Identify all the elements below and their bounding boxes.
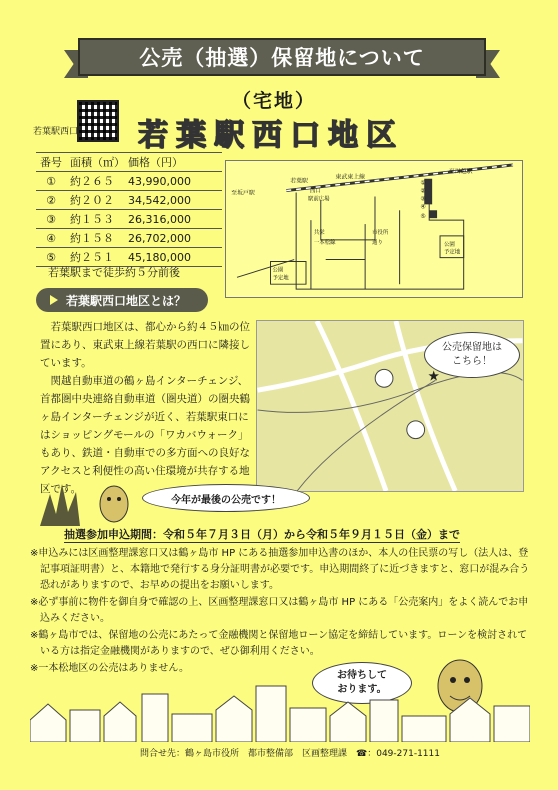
- triangle-icon: [50, 295, 58, 305]
- map-label-station: 若葉駅: [290, 178, 308, 185]
- lot-number: ①: [36, 172, 66, 191]
- note-item: ※必ず事前に物件を御自身で確認の上、区画整理課窓口又は鶴ヶ島市 HP にある「公売案内」をよく読んでお申込みください。: [30, 597, 529, 624]
- title-banner: [64, 38, 500, 80]
- waiting-line1: お待ちして: [337, 670, 387, 681]
- lot-number: ②: [36, 191, 66, 210]
- map-label-kawagoe: 至川越駅: [448, 168, 473, 175]
- header-price: 価格（円）: [124, 153, 222, 172]
- locator-bubble-line2: こちら！: [452, 356, 492, 367]
- table-header-row: [36, 153, 222, 172]
- section-heading: [36, 288, 208, 312]
- locator-bubble: [424, 332, 520, 378]
- note-item: ※一本松地区の公売はありません。: [30, 663, 189, 674]
- skyline-illustration: [30, 680, 530, 742]
- lot-marker-4: ④: [420, 204, 426, 211]
- map-label-kyoei: 共栄: [313, 229, 325, 236]
- locator-bubble-line1: 公売保留地は: [442, 342, 502, 353]
- lot-price: 26,702,000: [124, 229, 222, 248]
- last-call-bubble: [142, 484, 310, 512]
- waiting-line2: おります。: [337, 684, 387, 695]
- description-paragraph: 関越自動車道の鶴ヶ島インターチェンジ、首都圏中央連絡自動車道（圏央道）の圏央鶴ヶ島インターチェンジが近く、若葉駅東口にはショッピングモールの「ワカバウォーク」もあり、鉄道・自動車での多方面への良好なアクセスと利便性の高い住環境が共存する地区です。: [40, 375, 250, 495]
- map-label-cityhall: 市役所: [372, 229, 389, 236]
- lot-area: 約１５３: [66, 210, 124, 229]
- last-call-text: 今年が最後の公売です！: [171, 494, 281, 506]
- page-title: 公売（抽選）保留地について: [139, 46, 425, 70]
- site-map: [225, 160, 523, 298]
- lot-area: 約２０２: [66, 191, 124, 210]
- map-label-kyoei-2: 一本松線: [313, 239, 336, 246]
- table-row: [36, 210, 222, 229]
- area-description: [40, 318, 250, 498]
- lot-number: ⑤: [36, 248, 66, 267]
- qr-code[interactable]: [77, 100, 119, 142]
- map-label-park2-2: 予定地: [443, 249, 461, 256]
- description-paragraph: 若葉駅西口地区は、都心から約４５㎞の位置にあり、東武東上線若葉駅の西口に隣接しています。: [40, 321, 250, 369]
- lot-price: 26,316,000: [124, 210, 222, 229]
- header-area: 面積（㎡）: [66, 153, 124, 172]
- note-item: ※申込みには区画整理課窓口又は鶴ヶ島市 HP にある抽選参加申込書のほか、本人の住民票の写し（法人は、登記事項証明書）と、本籍地で発行する身分証明書が必要です。申込期間終了に近づきますと、窓口が混み合う恐れがありますので、お早めの提出をお願いします。: [30, 548, 530, 591]
- lot-number: ④: [36, 229, 66, 248]
- map-label-sakado: 至坂戸駅: [231, 190, 255, 197]
- lot-area: 約２６５: [66, 172, 124, 191]
- lots-table: [36, 152, 222, 267]
- lot-area: 約１５８: [66, 229, 124, 248]
- lot-marker-1: ①: [420, 180, 426, 187]
- map-label-park2: 公園: [443, 241, 455, 248]
- lot-area: 約２５１: [66, 248, 124, 267]
- lot-marker-5: ⑤: [420, 214, 426, 221]
- table-row: [36, 229, 222, 248]
- lot-price: 45,180,000: [124, 248, 222, 267]
- ic-marker-kenoh: [407, 421, 425, 439]
- walk-time: 若葉駅まで徒歩約５分前後: [48, 266, 180, 279]
- map-label-park1-2: 予定地: [272, 275, 289, 282]
- note-item: ※鶴ヶ島市では、保留地の公売にあたって金融機関と保留地ローン協定を締結しています。ローンを検討されている方は指定金融機関がありますので、ぜひ御利用ください。: [30, 630, 528, 657]
- district-name: 若葉駅西口地区: [138, 118, 404, 153]
- section-heading-text: 若葉駅西口地区とは？: [66, 293, 187, 308]
- mascot-dragon-icon: [36, 474, 136, 526]
- page-subtitle: （宅地）: [232, 90, 317, 112]
- lot-price: 34,542,000: [124, 191, 222, 210]
- ic-marker-tsurugashima: [375, 369, 393, 387]
- lot-price: 43,990,000: [124, 172, 222, 191]
- star-icon: ★: [427, 368, 440, 385]
- lot-marker-3: ③: [420, 196, 426, 203]
- qr-label: 若葉駅西口: [33, 127, 79, 137]
- lot-number: ③: [36, 210, 66, 229]
- application-period: 抽選参加申込期間：令和５年７月３日（月）から令和５年９月１５日（金）まで: [64, 528, 460, 541]
- table-row: [36, 191, 222, 210]
- table-row: [36, 172, 222, 191]
- map-label-tobu: 東武東上線: [335, 174, 366, 181]
- banner-main: [78, 38, 486, 76]
- contact-footer: 問合せ先：鶴ヶ島市役所 都市整備部 区画整理課 ☎：049-271-1111: [140, 749, 440, 759]
- lot-marker-2: ②: [420, 188, 426, 195]
- header-number: 番号: [36, 153, 66, 172]
- map-label-cityhall-2: 通り: [372, 239, 383, 246]
- map-label-park1: 公園: [272, 267, 284, 274]
- map-label-plaza: 西口: [309, 188, 321, 195]
- map-label-plaza-2: 駅前広場: [307, 196, 330, 203]
